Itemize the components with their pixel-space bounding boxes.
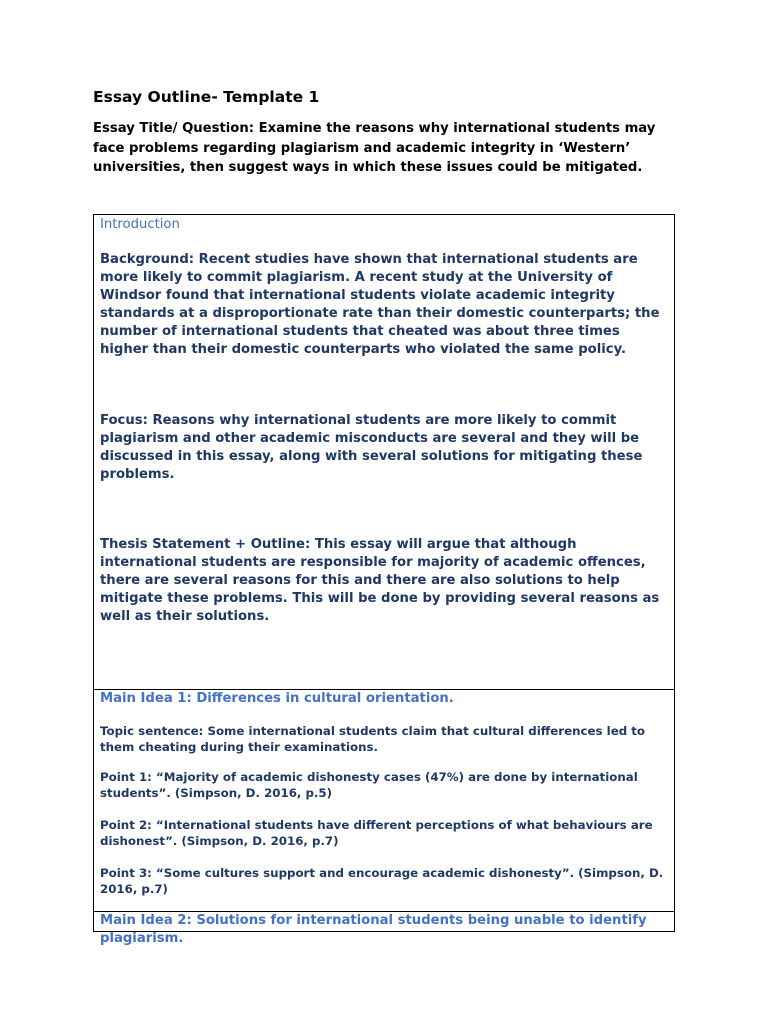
point-3: Point 3: “Some cultures support and encourage academic dishonesty”. (Simpson, D. 2016, p.7)	[100, 866, 664, 896]
document-title: Essay Outline- Template 1	[93, 88, 320, 106]
main-idea-1-cell	[94, 690, 674, 912]
point-1: Point 1: “Majority of academic dishonesty cases (47%) are done by international students”. (Simpson, D. 2016, p.5)	[100, 770, 638, 800]
focus-paragraph: Focus: Reasons why international students are more likely to commit plagiarism and other academic misconducts are several and they will be discussed in this essay, along with several solutions for mitigating these problems.	[100, 413, 643, 482]
essay-question: Essay Title/ Question: Examine the reasons why international students may face problems regarding plagiarism and academic integrity in ‘Western’ universities, then suggest ways in which these issues could be mitigated.	[93, 121, 656, 175]
background-paragraph: Background: Recent studies have shown that international students are more likely to commit plagiarism. A recent study at the University of Windsor found that international students violate academic integrity standards at a disproportionate rate than their domestic counterparts; the number of international students that cheated was about three times higher than their domestic counterparts who violated the same policy.	[100, 252, 660, 357]
point-2: Point 2: “International students have different perceptions of what behaviours are dishonest”. (Simpson, D. 2016, p.7)	[100, 818, 653, 848]
topic-sentence: Topic sentence: Some international students claim that cultural differences led to them cheating during their examinations.	[100, 724, 645, 754]
thesis-paragraph: Thesis Statement + Outline: This essay will argue that although international students are responsible for majority of academic offences, there are several reasons for this and there are also solutions to help mitigate these problems. This will be done by providing several reasons as well as their solutions.	[100, 537, 660, 624]
outline-table	[93, 214, 675, 946]
introduction-heading: Introduction	[100, 217, 180, 232]
main-idea-1-heading: Main Idea 1: Differences in cultural orientation.	[100, 691, 454, 706]
main-idea-2-cell	[94, 912, 674, 946]
main-idea-2-heading: Main Idea 2: Solutions for international students being unable to identify plagiarism.	[100, 913, 647, 946]
introduction-cell	[94, 215, 674, 690]
